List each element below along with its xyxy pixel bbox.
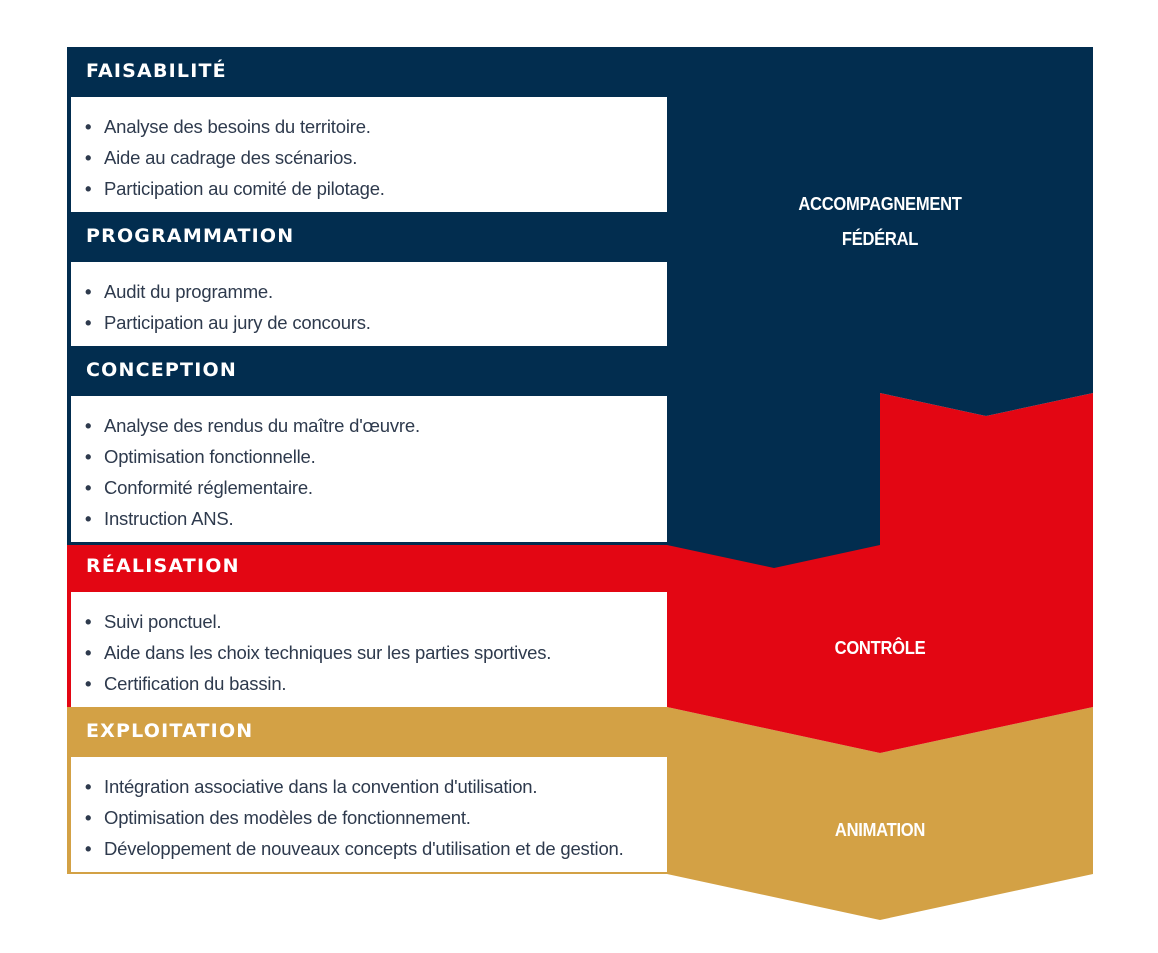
phase-box-faisabilite [71, 97, 667, 212]
bullet-list [85, 113, 385, 206]
bullet-list [85, 773, 624, 866]
list-item: • Aide dans les choix techniques sur les parties sportives. [85, 642, 552, 663]
list-item: • Optimisation des modèles de fonctionnement. [85, 807, 471, 828]
list-item: • Aide au cadrage des scénarios. [85, 147, 358, 168]
phase-title-realisation: RÉALISATION [86, 555, 240, 577]
phase-box-conception [71, 396, 667, 542]
accompagnement-federal-label [788, 187, 972, 257]
phase-box-exploitation [71, 757, 667, 872]
phase-title-faisabilite: FAISABILITÉ [86, 60, 227, 82]
phase-box-programmation [71, 262, 667, 346]
bullet-list [85, 608, 551, 701]
phase-title-programmation: PROGRAMMATION [86, 225, 295, 247]
list-item: • Certification du bassin. [85, 673, 287, 694]
list-item: • Développement de nouveaux concepts d'utilisation et de gestion. [85, 838, 624, 859]
list-item: • Audit du programme. [85, 281, 273, 302]
accompagnement-label-line1: ACCOMPAGNEMENT [798, 194, 962, 214]
list-item: • Conformité réglementaire. [85, 477, 313, 498]
animation-label: ANIMATION [834, 820, 926, 840]
list-item: • Optimisation fonctionnelle. [85, 446, 316, 467]
list-item: • Participation au comité de pilotage. [85, 178, 385, 199]
phase-title-exploitation: EXPLOITATION [86, 720, 254, 742]
bullet-list [85, 412, 420, 536]
bullet-list [85, 278, 371, 340]
list-item: • Suivi ponctuel. [85, 611, 222, 632]
controle-label: CONTRÔLE [834, 638, 926, 658]
list-item: • Analyse des besoins du territoire. [85, 116, 371, 137]
list-item: • Intégration associative dans la convention d'utilisation. [85, 776, 538, 797]
phase-title-conception: CONCEPTION [86, 359, 237, 381]
list-item: • Participation au jury de concours. [85, 312, 371, 333]
accompagnement-label-line2: FÉDÉRAL [841, 229, 919, 249]
list-item: • Instruction ANS. [85, 508, 234, 529]
phase-box-realisation [71, 592, 667, 707]
list-item: • Analyse des rendus du maître d'œuvre. [85, 415, 420, 436]
